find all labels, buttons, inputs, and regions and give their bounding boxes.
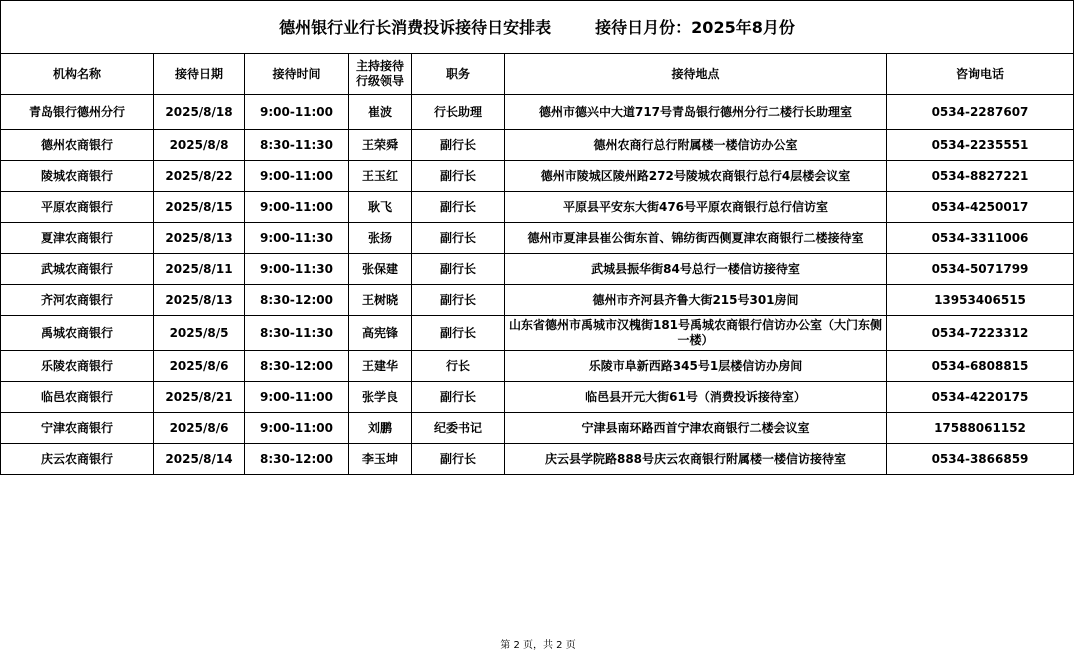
table-title-cell xyxy=(1,1,1074,54)
phone-cell: 13953406515 xyxy=(887,285,1074,316)
column-header: 职务 xyxy=(412,54,505,95)
time-cell: 8:30-11:30 xyxy=(245,316,349,351)
phone-cell: 0534-3311006 xyxy=(887,223,1074,254)
date-cell: 2025/8/11 xyxy=(154,254,245,285)
position-cell: 副行长 xyxy=(412,161,505,192)
location-cell: 德州市德兴中大道717号青岛银行德州分行二楼行长助理室 xyxy=(505,95,887,130)
date-cell: 2025/8/22 xyxy=(154,161,245,192)
table-row xyxy=(1,95,1074,130)
date-cell: 2025/8/15 xyxy=(154,192,245,223)
table-row xyxy=(1,130,1074,161)
table-row xyxy=(1,351,1074,382)
leader-cell: 张扬 xyxy=(349,223,412,254)
org-cell: 青岛银行德州分行 xyxy=(1,95,154,130)
leader-cell: 王树晓 xyxy=(349,285,412,316)
time-cell: 9:00-11:00 xyxy=(245,192,349,223)
org-cell: 禹城农商银行 xyxy=(1,316,154,351)
org-cell: 夏津农商银行 xyxy=(1,223,154,254)
date-cell: 2025/8/13 xyxy=(154,223,245,254)
leader-cell: 王建华 xyxy=(349,351,412,382)
location-cell: 临邑县开元大街61号（消费投诉接待室） xyxy=(505,382,887,413)
position-cell: 行长 xyxy=(412,351,505,382)
time-cell: 9:00-11:00 xyxy=(245,95,349,130)
date-cell: 2025/8/6 xyxy=(154,351,245,382)
phone-cell: 0534-4250017 xyxy=(887,192,1074,223)
position-cell: 行长助理 xyxy=(412,95,505,130)
location-cell: 平原县平安东大街476号平原农商银行总行信访室 xyxy=(505,192,887,223)
date-cell: 2025/8/6 xyxy=(154,413,245,444)
org-cell: 临邑农商银行 xyxy=(1,382,154,413)
location-cell: 德州农商行总行附属楼一楼信访办公室 xyxy=(505,130,887,161)
org-cell: 齐河农商银行 xyxy=(1,285,154,316)
phone-cell: 0534-7223312 xyxy=(887,316,1074,351)
leader-cell: 李玉坤 xyxy=(349,444,412,475)
leader-cell: 高宪锋 xyxy=(349,316,412,351)
phone-cell: 17588061152 xyxy=(887,413,1074,444)
leader-cell: 刘鹏 xyxy=(349,413,412,444)
leader-cell: 王荣舜 xyxy=(349,130,412,161)
table-row xyxy=(1,192,1074,223)
date-cell: 2025/8/14 xyxy=(154,444,245,475)
table-row xyxy=(1,444,1074,475)
org-cell: 陵城农商银行 xyxy=(1,161,154,192)
location-cell: 山东省德州市禹城市汉槐街181号禹城农商银行信访办公室（大门东侧一楼） xyxy=(505,316,887,351)
table-row xyxy=(1,316,1074,351)
table-row xyxy=(1,161,1074,192)
time-cell: 9:00-11:30 xyxy=(245,223,349,254)
position-cell: 副行长 xyxy=(412,444,505,475)
column-header: 主持接待行级领导 xyxy=(349,54,412,95)
table-row xyxy=(1,223,1074,254)
date-cell: 2025/8/13 xyxy=(154,285,245,316)
time-cell: 9:00-11:30 xyxy=(245,254,349,285)
org-cell: 武城农商银行 xyxy=(1,254,154,285)
leader-cell: 张保建 xyxy=(349,254,412,285)
leader-cell: 张学良 xyxy=(349,382,412,413)
phone-cell: 0534-4220175 xyxy=(887,382,1074,413)
phone-cell: 0534-6808815 xyxy=(887,351,1074,382)
time-cell: 9:00-11:00 xyxy=(245,161,349,192)
page-footer: 第 2 页，共 2 页 xyxy=(500,640,576,651)
position-cell: 副行长 xyxy=(412,254,505,285)
location-cell: 宁津县南环路西首宁津农商银行二楼会议室 xyxy=(505,413,887,444)
location-cell: 武城县振华街84号总行一楼信访接待室 xyxy=(505,254,887,285)
position-cell: 副行长 xyxy=(412,192,505,223)
column-header: 接待时间 xyxy=(245,54,349,95)
time-cell: 9:00-11:00 xyxy=(245,382,349,413)
org-cell: 平原农商银行 xyxy=(1,192,154,223)
phone-cell: 0534-3866859 xyxy=(887,444,1074,475)
column-header: 接待日期 xyxy=(154,54,245,95)
time-cell: 9:00-11:00 xyxy=(245,413,349,444)
position-cell: 副行长 xyxy=(412,382,505,413)
leader-cell: 王玉红 xyxy=(349,161,412,192)
location-cell: 庆云县学院路888号庆云农商银行附属楼一楼信访接待室 xyxy=(505,444,887,475)
table-body xyxy=(1,95,1074,475)
page-title: 德州银行业行长消费投诉接待日安排表 xyxy=(279,17,552,37)
header-row xyxy=(1,54,1074,95)
location-cell: 德州市陵城区陵州路272号陵城农商银行总行4层楼会议室 xyxy=(505,161,887,192)
phone-cell: 0534-8827221 xyxy=(887,161,1074,192)
phone-cell: 0534-5071799 xyxy=(887,254,1074,285)
location-cell: 德州市齐河县齐鲁大街215号301房间 xyxy=(505,285,887,316)
position-cell: 副行长 xyxy=(412,130,505,161)
column-header: 机构名称 xyxy=(1,54,154,95)
date-cell: 2025/8/5 xyxy=(154,316,245,351)
location-cell: 德州市夏津县崔公街东首、锦纺街西侧夏津农商银行二楼接待室 xyxy=(505,223,887,254)
month-label: 接待日月份：2025年8月份 xyxy=(595,17,795,37)
location-cell: 乐陵市阜新西路345号1层楼信访办房间 xyxy=(505,351,887,382)
time-cell: 8:30-11:30 xyxy=(245,130,349,161)
date-cell: 2025/8/21 xyxy=(154,382,245,413)
column-header: 咨询电话 xyxy=(887,54,1074,95)
leader-cell: 耿飞 xyxy=(349,192,412,223)
time-cell: 8:30-12:00 xyxy=(245,351,349,382)
table-row xyxy=(1,285,1074,316)
phone-cell: 0534-2287607 xyxy=(887,95,1074,130)
position-cell: 副行长 xyxy=(412,316,505,351)
table-row xyxy=(1,413,1074,444)
position-cell: 副行长 xyxy=(412,285,505,316)
table-row xyxy=(1,382,1074,413)
time-cell: 8:30-12:00 xyxy=(245,285,349,316)
position-cell: 纪委书记 xyxy=(412,413,505,444)
leader-cell: 崔波 xyxy=(349,95,412,130)
column-header: 接待地点 xyxy=(505,54,887,95)
position-cell: 副行长 xyxy=(412,223,505,254)
date-cell: 2025/8/8 xyxy=(154,130,245,161)
org-cell: 庆云农商银行 xyxy=(1,444,154,475)
org-cell: 德州农商银行 xyxy=(1,130,154,161)
org-cell: 乐陵农商银行 xyxy=(1,351,154,382)
date-cell: 2025/8/18 xyxy=(154,95,245,130)
time-cell: 8:30-12:00 xyxy=(245,444,349,475)
table-row xyxy=(1,254,1074,285)
org-cell: 宁津农商银行 xyxy=(1,413,154,444)
phone-cell: 0534-2235551 xyxy=(887,130,1074,161)
